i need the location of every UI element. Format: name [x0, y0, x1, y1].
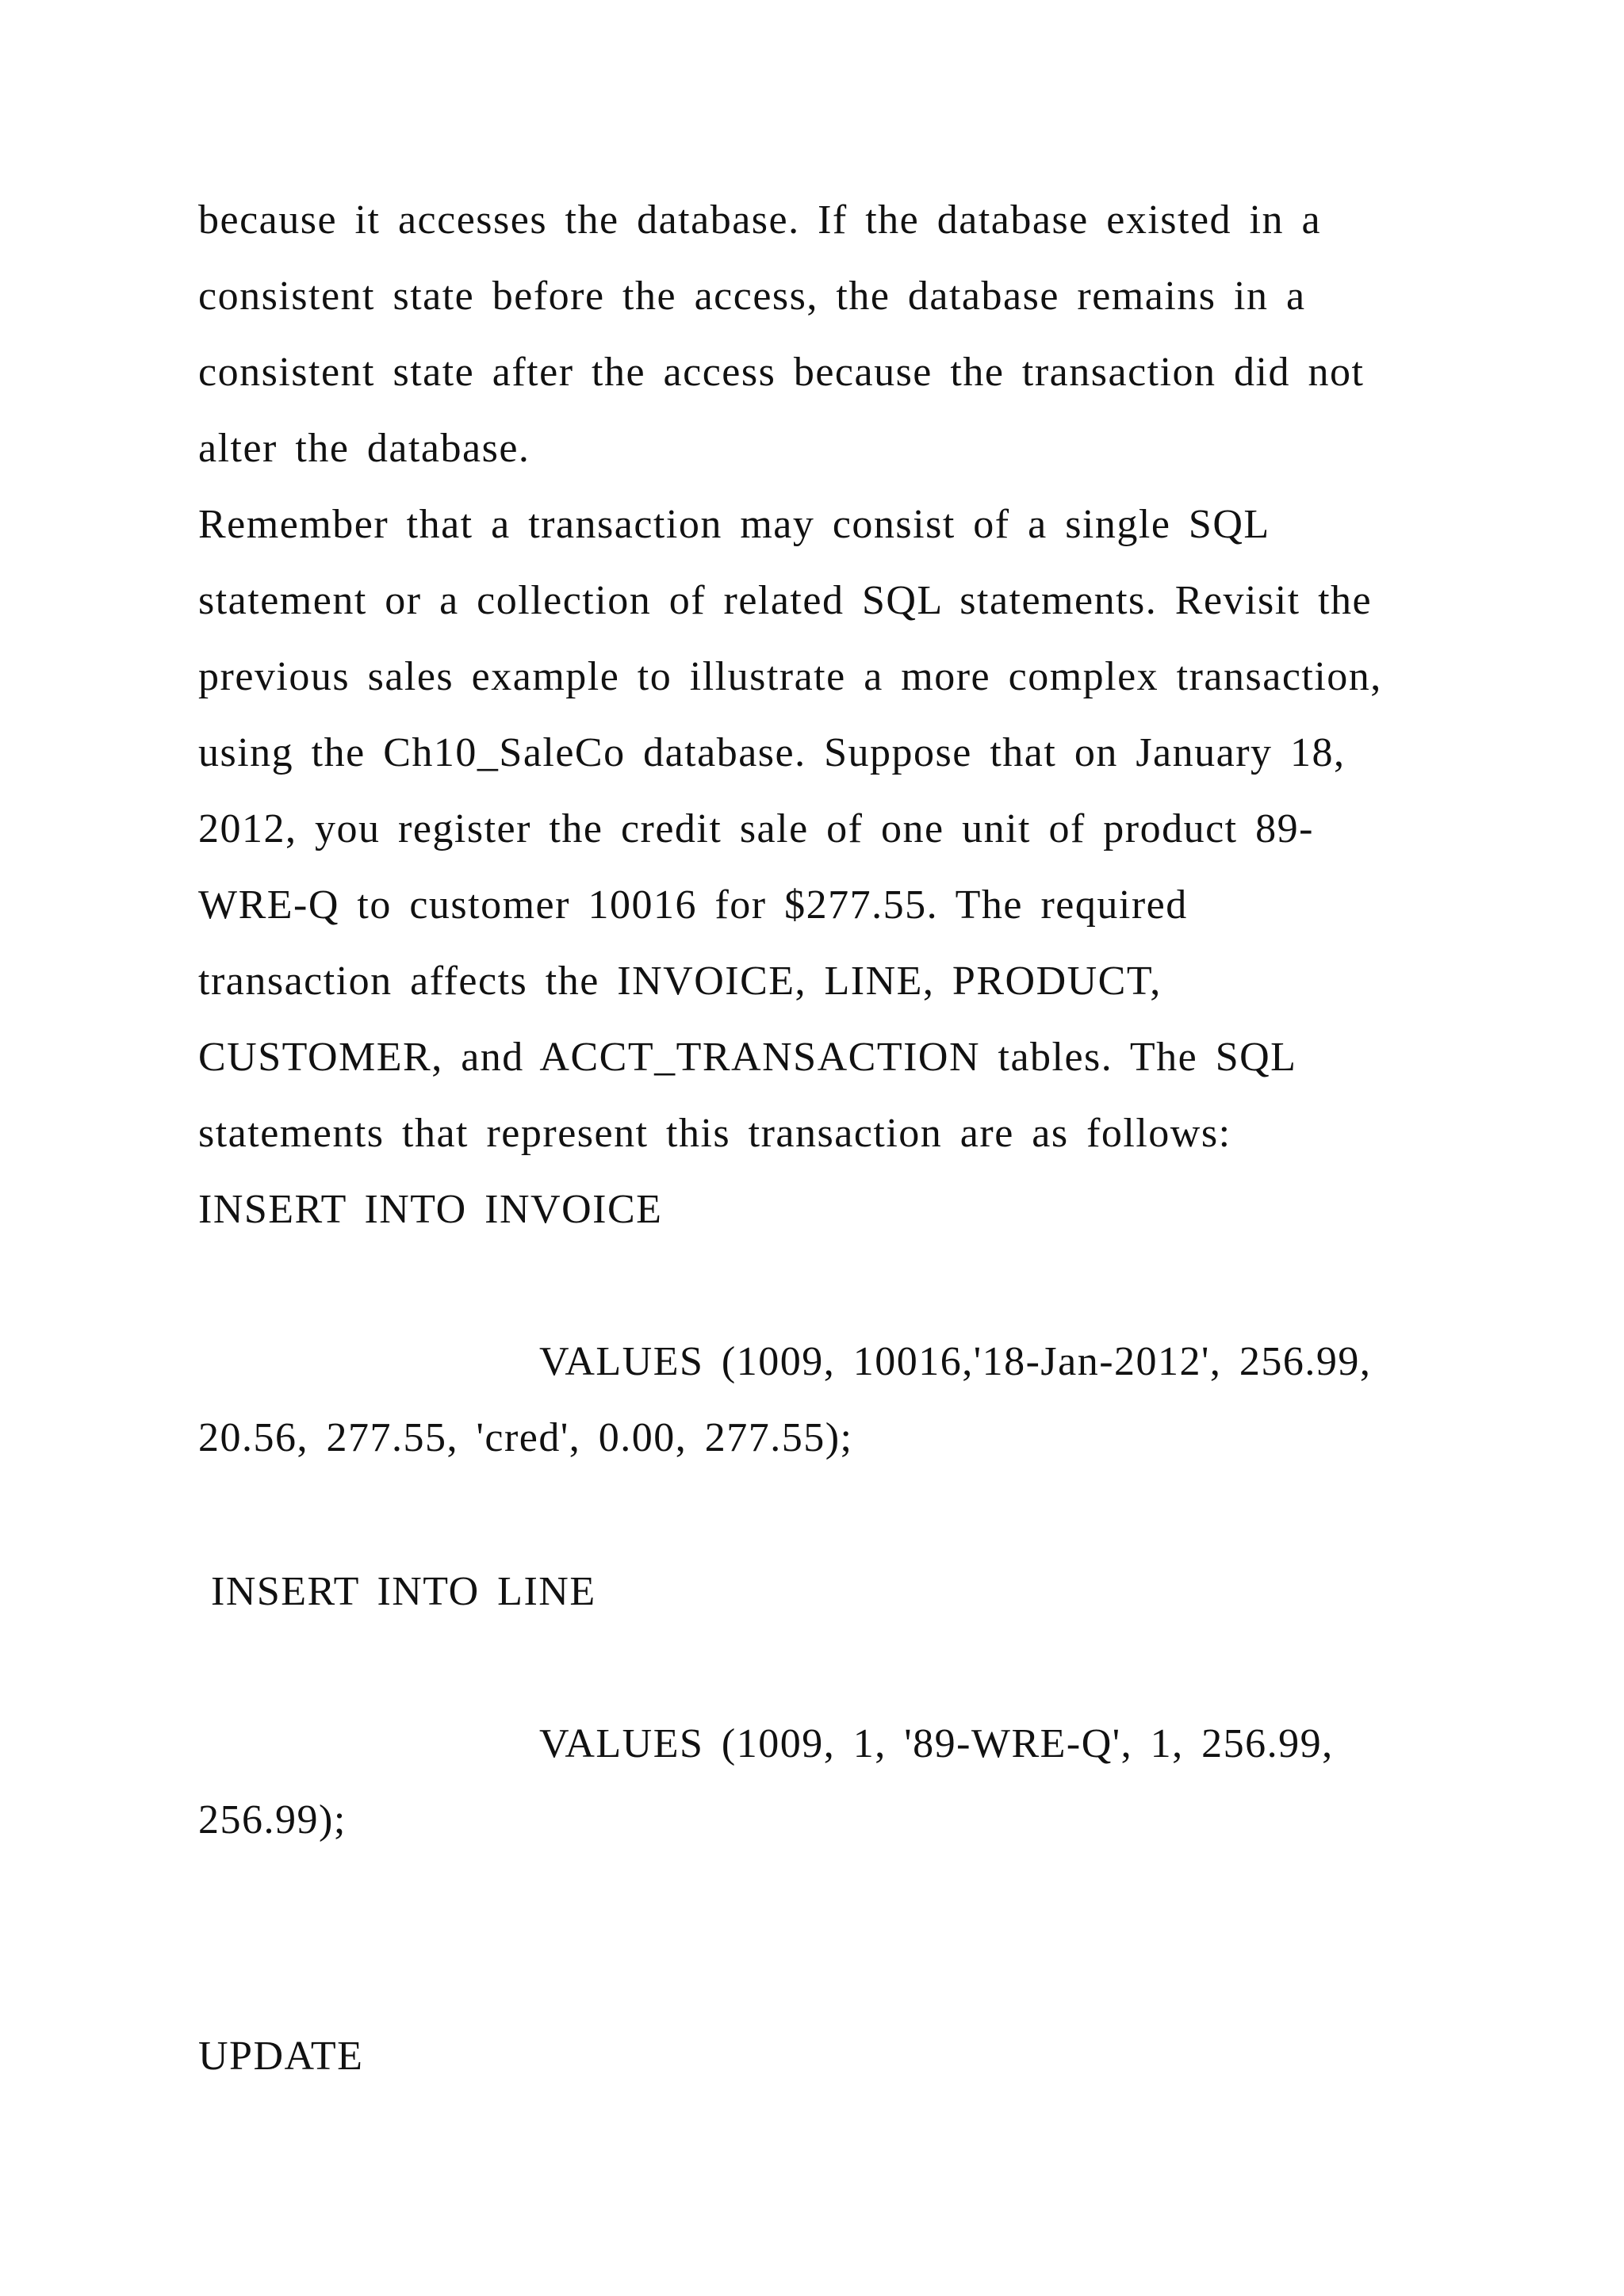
sql-line: INSERT INTO INVOICE — [198, 1187, 663, 1232]
sql-line: VALUES (1009, 10016,'18-Jan-2012', 256.99, — [539, 1339, 1372, 1384]
text-line: consistent state after the access because the transaction did not — [198, 350, 1365, 395]
text-line: WRE-Q to customer 10016 for $277.55. The required — [198, 882, 1188, 928]
text-line: because it accesses the database. If the database existed in a — [198, 197, 1322, 243]
text-line: statements that represent this transaction are as follows: — [198, 1111, 1231, 1156]
sql-line: 20.56, 277.55, 'cred', 0.00, 277.55); — [198, 1415, 853, 1460]
text-line: Remember that a transaction may consist of a single SQL — [198, 502, 1270, 547]
sql-line: VALUES (1009, 1, '89-WRE-Q', 1, 256.99, — [539, 1721, 1334, 1766]
text-line: CUSTOMER, and ACCT_TRANSACTION tables. The SQL — [198, 1035, 1297, 1080]
text-line: statement or a collection of related SQL statements. Revisit the — [198, 578, 1373, 623]
text-line: previous sales example to illustrate a more complex transaction, — [198, 654, 1382, 699]
text-line: 2012, you register the credit sale of one unit of product 89- — [198, 806, 1314, 851]
sql-line: 256.99); — [198, 1797, 347, 1843]
text-line: consistent state before the access, the database remains in a — [198, 274, 1306, 319]
text-line: alter the database. — [198, 426, 530, 471]
text-line: using the Ch10_SaleCo database. Suppose that on January 18, — [198, 730, 1346, 775]
text-line: transaction affects the INVOICE, LINE, PRODUCT, — [198, 959, 1162, 1004]
sql-line: UPDATE — [198, 2034, 364, 2079]
sql-line: INSERT INTO LINE — [211, 1569, 596, 1614]
